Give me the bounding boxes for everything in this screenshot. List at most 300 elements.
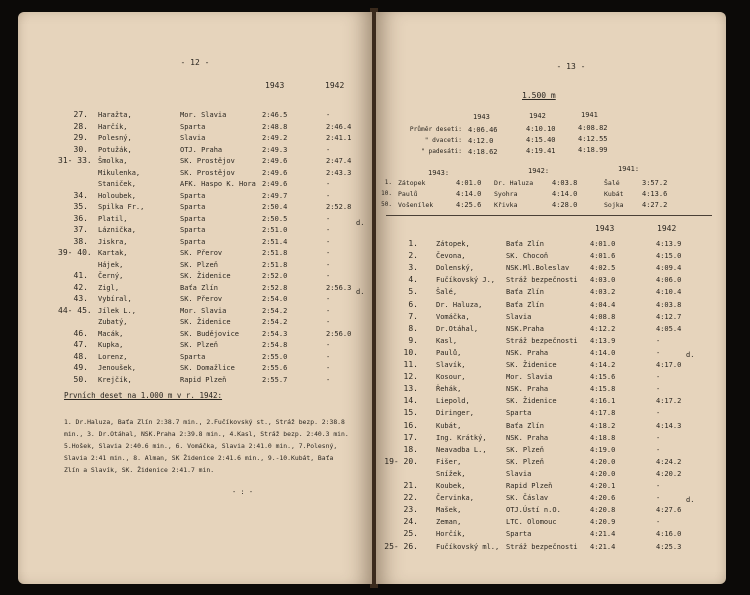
row-club: SK. Přerov (180, 249, 223, 257)
row-time-1942: - (326, 261, 331, 269)
row-time-1943: 4:21.4 (590, 543, 616, 551)
top-name-1942: Syohra (494, 190, 518, 198)
row-time-1942: 4:10.4 (656, 288, 682, 296)
row-time-1942: 2:47.4 (326, 157, 352, 165)
row-name: Zigl, (98, 284, 120, 292)
row-rank: 22. (403, 493, 418, 502)
row-rank: 15. (403, 408, 418, 417)
row-club: Baťa Zlín (506, 288, 544, 296)
row-rank: 47. (73, 340, 88, 349)
row-time-1942: 4:24.2 (656, 458, 682, 466)
avg-value: 4:10.10 (526, 125, 556, 133)
row-club: SK. Přerov (180, 295, 223, 303)
row-rank: 10. (403, 348, 418, 357)
top-year-1941: 1941: (618, 165, 640, 173)
row-club: Sparta (180, 238, 206, 246)
row-rank: 14. (403, 396, 418, 405)
row-club: NSK. Praha (506, 385, 549, 393)
row-rank: 34. (73, 191, 88, 200)
row-rank: 50. (73, 375, 88, 384)
paragraph-line: 1. Dr.Haluza, Baťa Zlín 2:38.7 min., 2.Fučíkovský st., Stráž bezp. 2:38.8 (64, 418, 345, 426)
left-end-mark: - : - (232, 488, 254, 496)
row-rank: 12. (403, 372, 418, 381)
row-time-1942: - (326, 226, 331, 234)
paragraph-line: Zlín a Slavík, SK. Židenice 2:41.7 min. (64, 466, 215, 474)
row-name: Řehák, (436, 385, 462, 393)
top-rank: 1. (384, 179, 392, 186)
row-time-1942: - (326, 353, 331, 361)
row-name: Dr.Otáhal, (436, 325, 479, 333)
row-rank: 7. (408, 312, 418, 321)
row-time-1943: 4:20.1 (590, 482, 616, 490)
row-time-1943: 4:01.0 (590, 240, 616, 248)
row-club: SK. Plzeň (506, 446, 544, 454)
row-name: Lorenz, (98, 353, 128, 361)
row-club: Baťa Zlín (506, 240, 544, 248)
row-time-1943: 4:21.4 (590, 530, 616, 538)
row-time-1942: 4:27.6 (656, 506, 682, 514)
row-club: SK. Židenice (180, 272, 231, 280)
row-time-1943: 4:14.2 (590, 361, 616, 369)
paragraph-line: 5.Hošek, Slavia 2:40.6 min., 6. Vomáčka, Slavia 2:41.0 min., 7.Polesný, (64, 442, 338, 450)
row-time-1942: - (326, 376, 331, 384)
row-time-1943: 4:20.0 (590, 458, 616, 466)
avg-value: 4:18.62 (468, 148, 498, 156)
row-club: Sparta (506, 409, 532, 417)
top-name-1942: Křivka (494, 201, 518, 209)
row-name: Platil, (98, 215, 128, 223)
left-page-number: - 12 - (180, 58, 210, 67)
row-name: Černý, (98, 272, 124, 280)
row-name: Jílek L., (98, 307, 136, 315)
row-time-1942: 4:05.4 (656, 325, 682, 333)
row-name: Láznička, (98, 226, 136, 234)
row-time-1943: 4:18.2 (590, 422, 616, 430)
right-year-1942: 1942 (657, 224, 677, 233)
row-time-1942: 2:52.8 (326, 203, 352, 211)
row-time-1942: - (656, 349, 661, 357)
row-time-1942: 4:13.9 (656, 240, 682, 248)
top-rank: 50. (381, 201, 392, 208)
row-name: Červinka, (436, 494, 474, 502)
row-rank: 25. (403, 529, 418, 538)
row-rank: 3. (408, 263, 418, 272)
avg-value: 4:08.82 (578, 124, 608, 132)
row-note: d. (356, 288, 365, 296)
row-name: Slavík, (436, 361, 466, 369)
row-club: Sparta (180, 203, 206, 211)
row-time-1943: 2:52.0 (262, 272, 288, 280)
row-time-1943: 2:51.0 (262, 226, 288, 234)
row-time-1943: 2:54.2 (262, 307, 288, 315)
row-time-1942: 4:12.7 (656, 313, 682, 321)
row-rank: 28. (73, 122, 88, 131)
avg-year-1943: 1943 (473, 113, 490, 121)
row-name: Ing. Krátký, (436, 434, 487, 442)
row-rank: 46. (73, 329, 88, 338)
row-name: Spilka Fr., (98, 203, 145, 211)
row-rank: 23. (403, 505, 418, 514)
top-time-1941: 4:13.6 (642, 190, 668, 198)
row-time-1943: 2:54.3 (262, 330, 288, 338)
row-time-1943: 4:15.6 (590, 373, 616, 381)
row-time-1943: 4:20.0 (590, 470, 616, 478)
row-time-1943: 2:46.5 (262, 111, 288, 119)
avg-value: 4:12.0 (468, 137, 494, 145)
row-name: Zátopek, (436, 240, 470, 248)
row-rank: 27. (73, 110, 88, 119)
top-time-1942: 4:03.8 (552, 179, 578, 187)
row-time-1943: 4:14.0 (590, 349, 616, 357)
row-time-1942: - (326, 180, 331, 188)
row-club: Stráž bezpečnosti (506, 276, 578, 284)
row-time-1943: 4:02.5 (590, 264, 616, 272)
row-rank: 44- 45. (58, 306, 92, 315)
row-time-1943: 2:51.4 (262, 238, 288, 246)
row-time-1943: 2:55.6 (262, 364, 288, 372)
row-name: Krejčík, (98, 376, 132, 384)
row-name: Vomáčka, (436, 313, 470, 321)
top-name-1941: Sojka (604, 201, 624, 209)
row-name: Fučíkovský ml., (436, 543, 500, 551)
row-club: Sparta (180, 226, 206, 234)
row-time-1942: 2:56.0 (326, 330, 352, 338)
row-rank: 5. (408, 287, 418, 296)
row-time-1942: - (656, 385, 661, 393)
paragraph-line: Slavia 2:41 min., 8. Alman, SK Židenice 2:41.6 min., 9.-10.Kubát, Baťa (64, 454, 334, 462)
right-page-number: - 13 - (556, 62, 586, 71)
top-name-1941: Kubát (604, 190, 624, 198)
row-name: Macák, (98, 330, 124, 338)
row-club: Rapid Plzeň (180, 376, 227, 384)
row-club: SK. Plzeň (180, 341, 218, 349)
row-time-1943: 2:48.8 (262, 123, 288, 131)
row-time-1943: 2:51.8 (262, 249, 288, 257)
row-rank: 29. (73, 133, 88, 142)
row-club: OTJ. Praha (180, 146, 223, 154)
row-club: NSK. Praha (506, 434, 549, 442)
row-time-1942: 4:09.4 (656, 264, 682, 272)
row-time-1943: 4:20.6 (590, 494, 616, 502)
row-name: Mikulenka, (98, 169, 141, 177)
row-club: Stráž bezpečnosti (506, 543, 578, 551)
row-rank: 39- 40. (58, 248, 92, 257)
row-time-1942: 4:06.0 (656, 276, 682, 284)
row-time-1943: 2:49.6 (262, 169, 288, 177)
row-club: SK. Židenice (506, 397, 557, 405)
row-club: SK. Prostějov (180, 157, 235, 165)
row-rank: 13. (403, 384, 418, 393)
row-time-1942: - (326, 111, 331, 119)
row-club: Baťa Zlín (180, 284, 218, 292)
row-rank: 6. (408, 300, 418, 309)
top-rank: 10. (381, 190, 392, 197)
left-section-title: Prvních deset na 1.000 m v r. 1942: (64, 391, 223, 400)
row-club: Sparta (180, 353, 206, 361)
row-club: Baťa Zlín (506, 301, 544, 309)
row-name: Neavadba L., (436, 446, 487, 454)
row-time-1943: 4:03.0 (590, 276, 616, 284)
row-name: Potužák, (98, 146, 132, 154)
row-rank: 37. (73, 225, 88, 234)
row-time-1943: 4:04.4 (590, 301, 616, 309)
row-rank: 9. (408, 336, 418, 345)
row-time-1943: 2:49.6 (262, 180, 288, 188)
row-time-1942: - (656, 409, 661, 417)
row-club: Stráž bezpečnosti (506, 337, 578, 345)
row-rank: 2. (408, 251, 418, 260)
row-name: Hájek, (98, 261, 124, 269)
row-name: Staniček, (98, 180, 136, 188)
row-name: Kasl, (436, 337, 458, 345)
row-club: AFK. Haspo K. Hora (180, 180, 256, 188)
row-time-1943: 4:20.9 (590, 518, 616, 526)
row-rank: 35. (73, 202, 88, 211)
top-name-1943: Zátopek (398, 179, 426, 187)
row-time-1942: 4:25.3 (656, 543, 682, 551)
row-time-1943: 4:20.8 (590, 506, 616, 514)
row-time-1942: - (326, 295, 331, 303)
row-rank: 18. (403, 445, 418, 454)
row-time-1942: 2:43.3 (326, 169, 352, 177)
row-club: Mor. Slavia (180, 111, 227, 119)
row-name: Holoubek, (98, 192, 136, 200)
avg-year-1942: 1942 (529, 112, 546, 120)
row-time-1942: 4:15.0 (656, 252, 682, 260)
row-name: Polesný, (98, 134, 132, 142)
row-rank: 8. (408, 324, 418, 333)
avg-value: 4:15.40 (526, 136, 556, 144)
row-time-1943: 2:52.8 (262, 284, 288, 292)
row-time-1943: 2:49.6 (262, 157, 288, 165)
row-name: Liepold, (436, 397, 470, 405)
avg-label: " dvaceti: (424, 137, 462, 144)
top-time-1943: 4:14.0 (456, 190, 482, 198)
row-time-1943: 4:01.6 (590, 252, 616, 260)
left-year-1943: 1943 (265, 81, 285, 90)
left-page (18, 12, 372, 584)
row-note: d. (686, 351, 695, 359)
row-rank: 11. (403, 360, 418, 369)
right-page (376, 12, 726, 584)
row-time-1942: - (656, 494, 661, 502)
row-rank: 21. (403, 481, 418, 490)
row-time-1942: 4:16.0 (656, 530, 682, 538)
row-time-1943: 2:50.4 (262, 203, 288, 211)
row-time-1942: - (326, 341, 331, 349)
row-club: SK. Budějovice (180, 330, 240, 338)
row-time-1942: - (326, 192, 331, 200)
row-time-1942: - (656, 434, 661, 442)
row-time-1943: 2:49.3 (262, 146, 288, 154)
row-time-1943: 4:16.1 (590, 397, 616, 405)
row-name: Dr. Haluza, (436, 301, 483, 309)
row-time-1942: 4:20.2 (656, 470, 682, 478)
paragraph-line: min., 3. Dr.Otáhal, NSK.Praha 2:39.8 min., 4.Kasl, Stráž bezp. 2:40.3 min. (64, 430, 349, 438)
top-time-1942: 4:14.0 (552, 190, 578, 198)
row-club: SK. Plzeň (506, 458, 544, 466)
row-name: Jiskra, (98, 238, 128, 246)
top-time-1941: 4:27.2 (642, 201, 668, 209)
row-rank: 42. (73, 283, 88, 292)
row-name: Horčík, (436, 530, 466, 538)
top-time-1941: 3:57.2 (642, 179, 668, 187)
avg-value: 4:06.46 (468, 126, 498, 134)
row-rank: 41. (73, 271, 88, 280)
row-rank: 16. (403, 421, 418, 430)
row-club: SK. Čáslav (506, 494, 549, 502)
row-time-1943: 2:50.5 (262, 215, 288, 223)
row-name: Snížek, (436, 470, 466, 478)
row-name: Zubatý, (98, 318, 128, 326)
row-rank: 17. (403, 433, 418, 442)
row-rank: 25- 26. (384, 542, 418, 551)
row-name: Dolenský, (436, 264, 474, 272)
row-club: SK. Židenice (506, 361, 557, 369)
row-time-1943: 2:54.2 (262, 318, 288, 326)
row-rank: 30. (73, 145, 88, 154)
top-year-1943: 1943: (428, 169, 450, 177)
row-time-1942: - (326, 215, 331, 223)
row-time-1943: 2:49.2 (262, 134, 288, 142)
row-time-1943: 4:12.2 (590, 325, 616, 333)
row-time-1943: 4:17.8 (590, 409, 616, 417)
row-time-1942: 2:41.1 (326, 134, 352, 142)
distance-heading: 1.500 m (522, 91, 556, 100)
row-time-1943: 2:49.7 (262, 192, 288, 200)
row-rank: 24. (403, 517, 418, 526)
row-name: Vybíral, (98, 295, 132, 303)
row-name: Šalé, (436, 288, 458, 296)
row-rank: 49. (73, 363, 88, 372)
row-rank: 31- 33. (58, 156, 92, 165)
row-time-1942: 4:03.8 (656, 301, 682, 309)
avg-label: Průměr deseti: (409, 126, 462, 133)
row-time-1943: 4:19.0 (590, 446, 616, 454)
top-time-1943: 4:25.6 (456, 201, 482, 209)
row-club: Slavia (506, 470, 532, 478)
row-time-1942: 2:46.4 (326, 123, 352, 131)
top-name-1941: Šalé (604, 179, 620, 187)
row-time-1942: - (656, 446, 661, 454)
avg-value: 4:19.41 (526, 147, 556, 155)
row-club: Sparta (180, 215, 206, 223)
row-name: Zeman, (436, 518, 462, 526)
row-club: Mor. Slavia (180, 307, 227, 315)
row-name: Koubek, (436, 482, 466, 490)
row-rank: 4. (408, 275, 418, 284)
row-rank: 1. (408, 239, 418, 248)
row-club: SK. Domažlice (180, 364, 235, 372)
row-time-1942: - (656, 337, 661, 345)
row-club: Sparta (506, 530, 532, 538)
row-club: NSK. Praha (506, 349, 549, 357)
row-name: Diringer, (436, 409, 474, 417)
row-club: Sparta (180, 123, 206, 131)
row-time-1942: - (326, 249, 331, 257)
row-name: Čevona, (436, 252, 466, 260)
row-rank: 38. (73, 237, 88, 246)
top-name-1942: Dr. Haluza (494, 179, 534, 187)
top-name-1943: Vošenílek (398, 201, 434, 209)
divider-line (386, 215, 712, 216)
row-rank: 19- 20. (384, 457, 418, 466)
row-rank: 36. (73, 214, 88, 223)
row-name: Fučíkovský J., (436, 276, 496, 284)
row-club: Slavia (180, 134, 206, 142)
row-club: Rapid Plzeň (506, 482, 553, 490)
row-time-1942: - (326, 318, 331, 326)
row-time-1943: 2:51.8 (262, 261, 288, 269)
row-time-1942: - (326, 364, 331, 372)
row-club: Baťa Zlín (506, 422, 544, 430)
top-year-1942: 1942: (528, 167, 550, 175)
row-name: Kupka, (98, 341, 124, 349)
row-time-1943: 2:55.0 (262, 353, 288, 361)
row-time-1943: 2:54.8 (262, 341, 288, 349)
avg-year-1941: 1941 (581, 111, 598, 119)
row-name: Jenoušek, (98, 364, 136, 372)
row-time-1942: 4:14.3 (656, 422, 682, 430)
left-year-1942: 1942 (325, 81, 345, 90)
row-club: SK. Židenice (180, 318, 231, 326)
row-name: Kubát, (436, 422, 462, 430)
row-name: Kartak, (98, 249, 128, 257)
row-time-1942: 4:17.2 (656, 397, 682, 405)
right-year-1943: 1943 (595, 224, 615, 233)
row-time-1942: - (656, 518, 661, 526)
row-time-1943: 4:03.2 (590, 288, 616, 296)
row-time-1943: 4:18.8 (590, 434, 616, 442)
row-club: LTC. Olomouc (506, 518, 557, 526)
row-time-1942: - (326, 238, 331, 246)
row-name: Fišer, (436, 458, 462, 466)
row-club: NSK.Ml.Boleslav (506, 264, 570, 272)
top-time-1943: 4:01.0 (456, 179, 482, 187)
row-time-1942: - (656, 373, 661, 381)
row-time-1942: - (326, 146, 331, 154)
row-time-1942: - (326, 307, 331, 315)
avg-value: 4:12.55 (578, 135, 608, 143)
top-name-1943: Paulů (398, 190, 418, 198)
row-club: Sparta (180, 192, 206, 200)
row-time-1943: 4:08.8 (590, 313, 616, 321)
row-club: NSK.Praha (506, 325, 544, 333)
row-name: Šmolka, (98, 157, 128, 165)
row-club: SK. Prostějov (180, 169, 235, 177)
row-club: Slavia (506, 313, 532, 321)
row-name: Harčík, (98, 123, 128, 131)
row-name: Haražta, (98, 111, 132, 119)
row-rank: 48. (73, 352, 88, 361)
row-club: OTJ.Ústí n.O. (506, 506, 561, 514)
row-time-1943: 2:55.7 (262, 376, 288, 384)
row-name: Paulů, (436, 349, 462, 357)
row-time-1942: 4:17.0 (656, 361, 682, 369)
row-time-1942: 2:56.3 (326, 284, 352, 292)
row-time-1942: - (656, 482, 661, 490)
top-time-1942: 4:28.0 (552, 201, 578, 209)
row-club: SK. Plzeň (180, 261, 218, 269)
row-name: Mašek, (436, 506, 462, 514)
row-time-1942: - (326, 272, 331, 280)
avg-label: " padesáti: (421, 148, 462, 155)
row-name: Kosour, (436, 373, 466, 381)
row-time-1943: 4:15.8 (590, 385, 616, 393)
row-time-1943: 4:13.9 (590, 337, 616, 345)
row-note: d. (356, 219, 365, 227)
row-club: Mor. Slavia (506, 373, 553, 381)
